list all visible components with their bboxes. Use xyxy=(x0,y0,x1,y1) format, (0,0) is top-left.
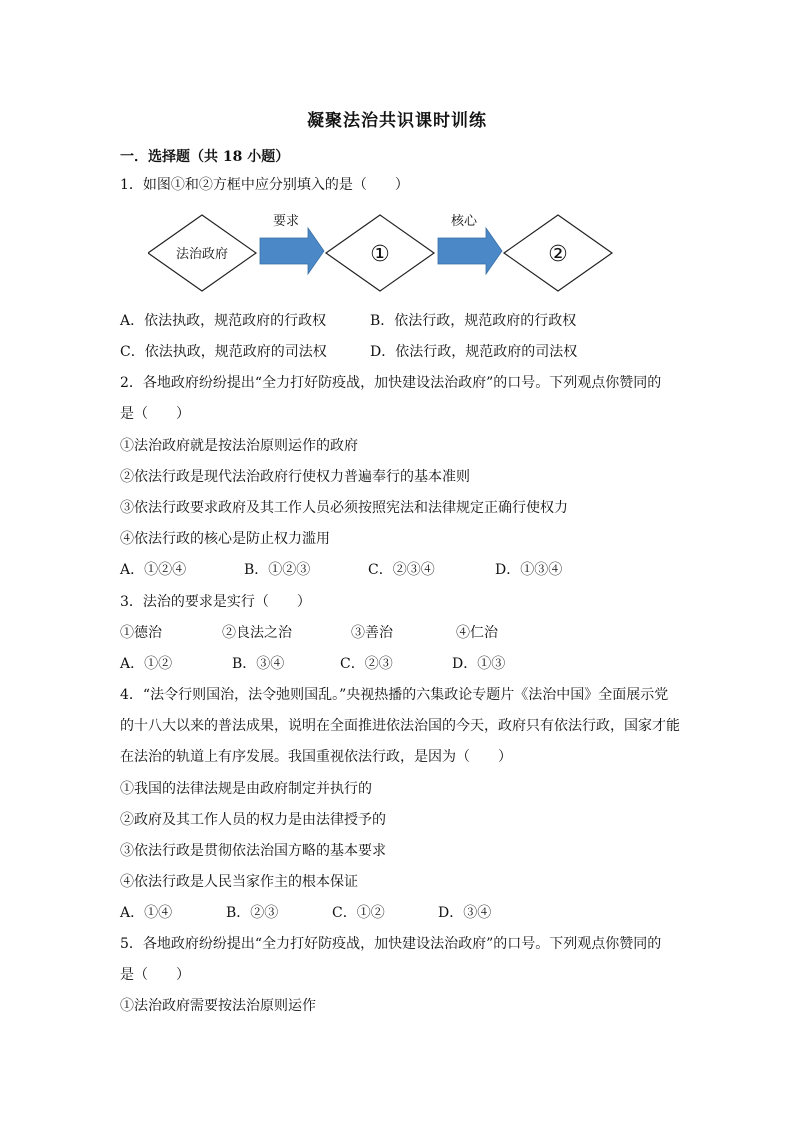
q3-option-c: C．②③ xyxy=(340,656,393,672)
q4-stem-line1: 4．“法令行则国治，法令弛则国乱。”央视热播的六集政论专题片《法治中国》全面展示党 xyxy=(120,687,669,703)
q4-item-3: ③依法行政是贯彻依法治国方略的基本要求 xyxy=(120,843,386,859)
diamond-box-1-label: 法治政府 xyxy=(175,246,229,261)
arrow-1-label: 要求 xyxy=(272,213,300,228)
q3-stem: 3．法治的要求是实行（ ） xyxy=(120,594,311,610)
q4-option-b: B．②③ xyxy=(226,905,279,921)
q2-item-4: ④依法行政的核心是防止权力滥用 xyxy=(120,531,330,547)
q1-option-d: D．依法行政，规范政府的司法权 xyxy=(370,344,578,360)
q2-stem-line1: 2．各地政府纷纷提出“全力打好防疫战，加快建设法治政府”的口号。下列观点你赞同的 xyxy=(120,375,662,391)
q5-stem-line2: 是（ ） xyxy=(120,967,190,983)
q3-item-3: ③善治 xyxy=(351,625,393,641)
q4-stem-line2: 的十八大以来的普法成果，说明在全面推进依法治国的今天，政府只有依法行政，国家才能 xyxy=(120,718,680,734)
diamond-box-2-label: ① xyxy=(370,242,390,267)
q4-stem-line3: 在法治的轨道上有序发展。我国重视依法行政，是因为（ ） xyxy=(120,749,512,765)
q2-item-1: ①法治政府就是按法治原则运作的政府 xyxy=(120,438,358,454)
page-title: 凝聚法治共识课时训练 xyxy=(307,111,487,131)
section-heading: 一．选择题（共 18 小题） xyxy=(120,149,290,165)
q1-option-b: B．依法行政，规范政府的行政权 xyxy=(370,313,577,329)
q4-option-a: A．①④ xyxy=(120,905,173,921)
q1-flow-diagram xyxy=(148,208,618,298)
q3-item-2: ②良法之治 xyxy=(222,625,292,641)
q2-option-d: D．①③④ xyxy=(495,562,563,578)
q3-option-b: B．③④ xyxy=(232,656,285,672)
q2-option-b: B．①②③ xyxy=(244,562,311,578)
q4-item-4: ④依法行政是人民当家作主的根本保证 xyxy=(120,874,358,890)
q1-stem: 1．如图①和②方框中应分别填入的是（ ） xyxy=(120,177,409,193)
diamond-box-3-label: ② xyxy=(548,242,568,267)
arrow-2 xyxy=(438,228,502,274)
q4-item-1: ①我国的法律法规是由政府制定并执行的 xyxy=(120,781,372,797)
q1-option-c: C．依法执政，规范政府的司法权 xyxy=(120,344,327,360)
q5-stem-line1: 5．各地政府纷纷提出“全力打好防疫战，加快建设法治政府”的口号。下列观点你赞同的 xyxy=(120,936,662,952)
q3-option-d: D．①③ xyxy=(452,656,506,672)
q2-option-a: A．①②④ xyxy=(120,562,187,578)
q2-option-c: C．②③④ xyxy=(368,562,435,578)
q4-option-c: C．①② xyxy=(332,905,385,921)
q4-option-d: D．③④ xyxy=(438,905,492,921)
q2-stem-line2: 是（ ） xyxy=(120,406,190,422)
q5-item-1: ①法治政府需要按法治原则运作 xyxy=(120,998,316,1014)
q2-item-3: ③依法行政要求政府及其工作人员必须按照宪法和法律规定正确行使权力 xyxy=(120,500,568,516)
q1-option-a: A．依法执政，规范政府的行政权 xyxy=(120,313,327,329)
q4-item-2: ②政府及其工作人员的权力是由法律授予的 xyxy=(120,812,386,828)
arrow-2-label: 核心 xyxy=(450,213,478,228)
q3-option-a: A．①② xyxy=(120,656,173,672)
q3-item-1: ①德治 xyxy=(120,625,162,641)
arrow-1 xyxy=(260,228,324,274)
q2-item-2: ②依法行政是现代法治政府行使权力普遍奉行的基本准则 xyxy=(120,469,470,485)
q3-item-4: ④仁治 xyxy=(456,625,498,641)
